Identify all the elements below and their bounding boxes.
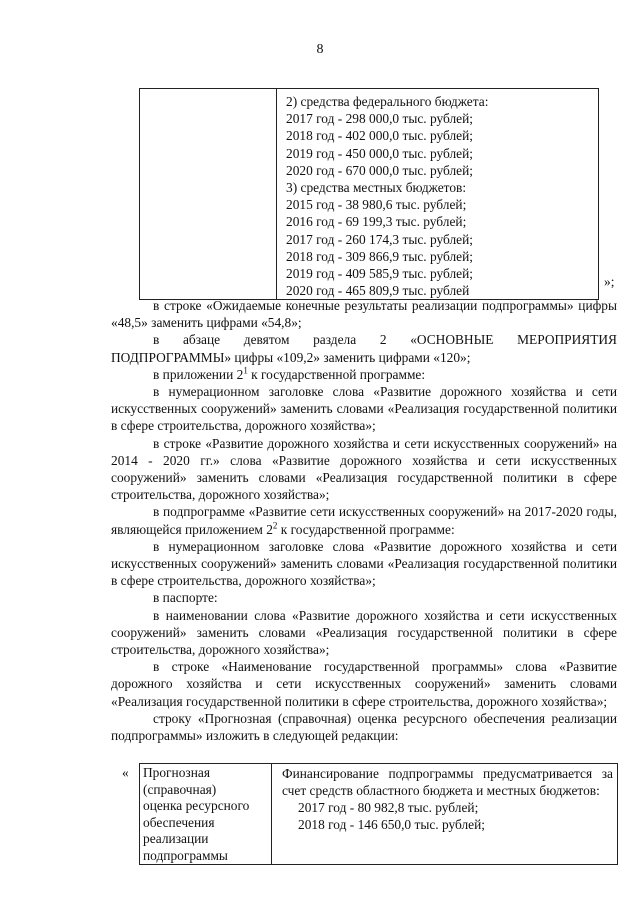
financing-text: Финансирование подпрограммы предусматривается за счет средств областного бюджета и местных бюджетов: <box>282 766 613 798</box>
paragraph-text: к государственной программе: <box>247 366 426 382</box>
label-line: Прогнозная <box>143 765 210 780</box>
document-body <box>111 297 617 744</box>
table-line: 2016 год - 69 199,3 тыс. рублей; <box>286 214 467 230</box>
table-value-cell <box>272 764 618 865</box>
table-line: 2019 год - 450 000,0 тыс. рублей; <box>286 145 473 161</box>
superscript: 2 <box>272 520 278 531</box>
table-line: 2015 год - 38 980,6 тыс. рублей; <box>286 197 467 213</box>
resource-estimate-table <box>139 763 618 865</box>
page-number: 8 <box>316 42 324 57</box>
table-line: 2020 год - 670 000,0 тыс. рублей; <box>286 162 473 178</box>
table-line: 2019 год - 409 585,9 тыс. рублей; <box>286 266 473 282</box>
paragraph-text: к государственной программе: <box>277 521 455 537</box>
paragraph: в строке «Наименование государственной программы» слова «Развитие дорожного хозяйства и сети искусственных сооружений» заменить словами «Реализация государственной политики в сфере строительства, дорожного хозяйства»; <box>111 659 617 709</box>
table-left-cell <box>140 89 277 300</box>
label-line: (справочная) <box>143 781 217 797</box>
table-right-cell <box>277 89 599 300</box>
table-line: 2017 год - 260 174,3 тыс. рублей; <box>286 231 473 247</box>
paragraph: строку «Прогнозная (справочная) оценка ресурсного обеспечения реализации подпрограммы» изложить в следующей редакции: <box>111 710 617 744</box>
label-line: оценка ресурсного <box>143 798 250 813</box>
paragraph: в строке «Ожидаемые конечные результаты реализации подпрограммы» цифры «48,5» заменить цифрами «54,8»; <box>111 298 617 331</box>
table-label-cell <box>140 764 272 865</box>
paragraph: в нумерационном заголовке слова «Развитие дорожного хозяйства и сети искусственных сооружений» заменить словами «Реализация государственной политики в сфере строительства, дорожного хозяйства»; <box>111 538 617 589</box>
label-line: обеспечения <box>143 814 215 830</box>
label-line: подпрограммы <box>143 847 228 863</box>
table-line: 2017 год - 298 000,0 тыс. рублей; <box>286 111 473 127</box>
paragraph <box>111 366 617 383</box>
table-line: 3) средства местных бюджетов: <box>286 180 467 196</box>
paragraph <box>111 503 617 537</box>
table-line: 2018 год - 402 000,0 тыс. рублей; <box>286 128 473 144</box>
paragraph: в паспорте: <box>153 590 218 606</box>
year-line: 2018 год - 146 650,0 тыс. рублей; <box>298 817 485 832</box>
paragraph: в строке «Развитие дорожного хозяйства и сети искусственных сооружений» на 2014 - 2020 гг.» слова «Развитие дорожного хозяйства и сети искусственных сооружений» заменить словами «Реализация государственной политики в сфере строительства, дорожного хозяйства»; <box>111 435 617 503</box>
paragraph: в нумерационном заголовке слова «Развитие дорожного хозяйства и сети искусственных сооружений» заменить словами «Реализация государственной политики в сфере строительства, дорожного хозяйства»; <box>111 384 617 434</box>
label-line: реализации <box>143 831 209 846</box>
table-line: 2018 год - 309 866,9 тыс. рублей; <box>286 248 473 264</box>
paragraph: в наименовании слова «Развитие дорожного хозяйства и сети искусственных сооружений» заменить словами «Реализация государственной политики в сфере строительства, дорожного хозяйства»; <box>111 607 617 658</box>
opening-quote-mark: « <box>122 765 129 780</box>
table-line: 2) средства федерального бюджета: <box>286 94 489 109</box>
table-line: 2020 год - 465 809,9 тыс. рублей <box>286 283 470 299</box>
paragraph: в абзаце девятом раздела 2 «ОСНОВНЫЕ МЕРОПРИЯТИЯ ПОДПРОГРАММЫ» цифры «109,2» заменить цифрами «120»; <box>111 332 617 365</box>
year-line: 2017 год - 80 982,8 тыс. рублей; <box>298 800 479 815</box>
funding-table-continuation <box>139 88 599 300</box>
superscript: 1 <box>243 365 248 376</box>
paragraph-text: в приложении 2 <box>153 366 244 382</box>
closing-quote-mark: »; <box>604 274 615 289</box>
paragraph-text: в подпрограмме «Развитие сети искусственных сооружений» на 2017-2020 годы, являющейся приложением 2 <box>111 504 617 537</box>
